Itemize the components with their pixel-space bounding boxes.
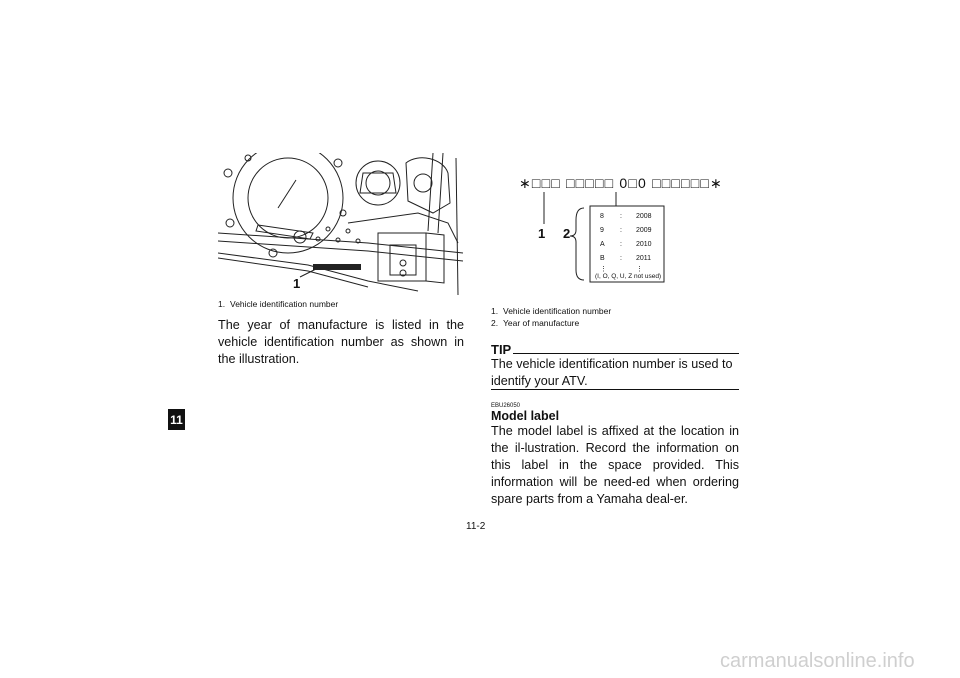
caption-item: 1. Vehicle identification number [218,299,339,309]
vin-pattern: ∗□□□ □□□□□ 0□0 □□□□□□∗ [519,175,723,191]
unused-letters-note: (I, O, Q, U, Z not used) [595,273,662,280]
year-row: 9 : 2009 [600,227,652,234]
section-code: EBU26050 [491,403,521,409]
section-title: Model label [491,409,560,423]
model-label-paragraph: The model label is affixed at the location in the il-lustration. Record the information on this label in the space provided. This information will be need-ed when ordering spare parts from a Yamaha deal-er. [491,424,739,506]
caption-item: 2. Year of manufacture [491,318,580,328]
engine-illustration [218,153,464,295]
engine-callout-number: 1 [293,276,301,291]
year-code-table [600,210,652,274]
left-caption-list [218,298,468,310]
year-paragraph: The year of manufacture is listed in the vehicle identification number as shown in the illustration. [218,318,464,366]
vin-label-1: 1 [538,226,546,241]
year-ellipsis-row: ⋮ ⋮ [600,266,643,273]
chapter-tab: 11 [168,409,185,430]
right-caption-list [491,305,741,329]
year-row: A : 2010 [600,241,652,248]
tip-heading: TIP [491,342,512,357]
year-row: 8 : 2008 [600,213,652,220]
watermark: carmanualsonline.info [720,650,915,672]
tip-bottom-rule [491,389,739,390]
vin-label-2: 2 [563,226,571,241]
page-number: 11-2 [466,521,486,532]
tip-top-rule [513,353,739,354]
tip-text: The vehicle identification number is used to identify your ATV. [491,357,733,388]
year-row: B : 2011 [600,255,652,262]
caption-item: 1. Vehicle identification number [491,306,612,316]
